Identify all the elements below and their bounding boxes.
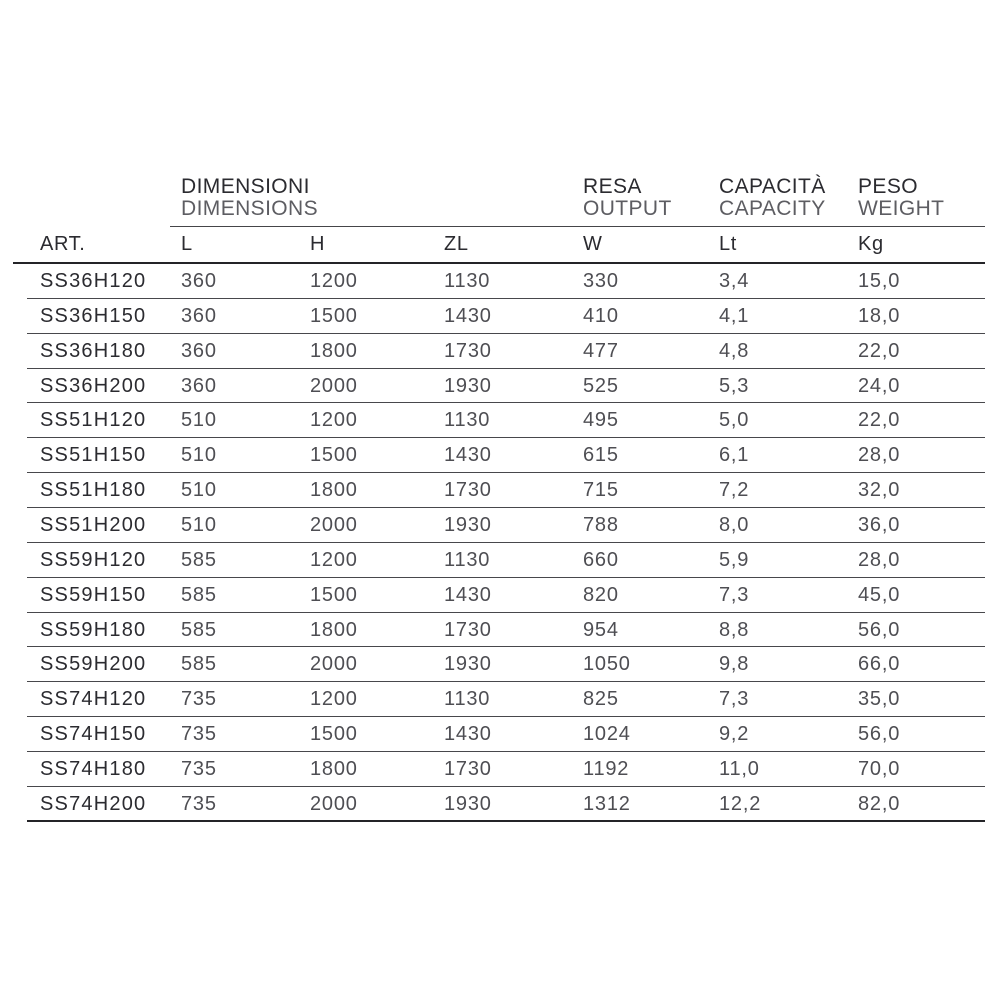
cell-h: 1500 <box>310 583 358 606</box>
cell-w: 1192 <box>583 757 630 780</box>
cell-kg: 22,0 <box>858 339 901 362</box>
cell-art: SS59H150 <box>40 583 147 606</box>
cell-lt: 7,2 <box>719 479 750 502</box>
cell-kg: 24,0 <box>858 374 901 397</box>
cell-h: 2000 <box>310 374 358 397</box>
cell-zl: 1430 <box>444 723 492 746</box>
cell-l: 510 <box>181 513 217 536</box>
table-row <box>13 717 985 752</box>
table-body <box>13 264 985 822</box>
cell-zl: 1730 <box>444 757 492 780</box>
cell-l: 510 <box>181 409 217 432</box>
cell-h: 2000 <box>310 653 358 676</box>
cell-art: SS51H180 <box>40 479 147 502</box>
cell-kg: 32,0 <box>858 479 901 502</box>
table-row <box>13 299 985 334</box>
group-title: DIMENSIONI <box>181 175 310 198</box>
cell-w: 954 <box>583 618 619 641</box>
group-subtitle: CAPACITY <box>719 197 826 220</box>
group-subtitle: WEIGHT <box>858 197 945 220</box>
cell-w: 1050 <box>583 653 631 676</box>
cell-zl: 1130 <box>444 409 491 432</box>
cell-art: SS74H200 <box>40 792 147 815</box>
cell-l: 585 <box>181 548 217 571</box>
cell-h: 2000 <box>310 513 358 536</box>
cell-w: 495 <box>583 409 619 432</box>
cell-w: 788 <box>583 513 619 536</box>
cell-kg: 36,0 <box>858 513 901 536</box>
cell-l: 735 <box>181 792 217 815</box>
group-header-capacity <box>719 176 858 220</box>
cell-lt: 3,4 <box>719 269 750 292</box>
cell-zl: 1930 <box>444 513 492 536</box>
cell-kg: 28,0 <box>858 548 901 571</box>
column-header-kg: Kg <box>858 233 884 255</box>
cell-art: SS36H180 <box>40 339 147 362</box>
cell-w: 820 <box>583 583 619 606</box>
cell-l: 360 <box>181 339 217 362</box>
table-row <box>13 578 985 613</box>
cell-art: SS36H150 <box>40 304 147 327</box>
table-row <box>13 369 985 404</box>
cell-zl: 1930 <box>444 653 492 676</box>
cell-art: SS51H200 <box>40 513 147 536</box>
cell-l: 585 <box>181 583 217 606</box>
table-row <box>13 473 985 508</box>
cell-kg: 66,0 <box>858 653 901 676</box>
cell-w: 1312 <box>583 792 631 815</box>
table-row <box>13 752 985 787</box>
cell-art: SS74H180 <box>40 757 147 780</box>
cell-l: 510 <box>181 444 217 467</box>
cell-l: 360 <box>181 374 217 397</box>
cell-lt: 4,8 <box>719 339 750 362</box>
column-header-lt: Lt <box>719 233 737 255</box>
cell-kg: 56,0 <box>858 723 901 746</box>
cell-w: 615 <box>583 444 619 467</box>
cell-kg: 70,0 <box>858 757 901 780</box>
cell-kg: 28,0 <box>858 444 901 467</box>
cell-art: SS59H200 <box>40 653 147 676</box>
cell-lt: 12,2 <box>719 792 762 815</box>
table-row <box>13 647 985 682</box>
cell-lt: 8,0 <box>719 513 750 536</box>
cell-w: 660 <box>583 548 619 571</box>
cell-zl: 1130 <box>444 688 491 711</box>
cell-l: 360 <box>181 304 217 327</box>
table-row <box>13 264 985 299</box>
group-header-weight <box>858 176 985 220</box>
cell-w: 477 <box>583 339 619 362</box>
cell-h: 1800 <box>310 479 358 502</box>
cell-art: SS51H150 <box>40 444 147 467</box>
table-row <box>13 787 985 822</box>
cell-h: 1500 <box>310 723 358 746</box>
cell-zl: 1730 <box>444 479 492 502</box>
cell-zl: 1930 <box>444 792 492 815</box>
cell-l: 585 <box>181 653 217 676</box>
cell-zl: 1430 <box>444 444 492 467</box>
group-title: PESO <box>858 175 918 198</box>
cell-zl: 1430 <box>444 304 492 327</box>
cell-h: 1200 <box>310 269 358 292</box>
cell-lt: 7,3 <box>719 688 750 711</box>
table-group-header <box>13 176 985 226</box>
cell-lt: 5,9 <box>719 548 750 571</box>
cell-w: 715 <box>583 479 619 502</box>
cell-h: 1800 <box>310 339 358 362</box>
cell-h: 1500 <box>310 444 358 467</box>
cell-l: 510 <box>181 479 217 502</box>
cell-kg: 15,0 <box>858 269 901 292</box>
cell-l: 360 <box>181 269 217 292</box>
column-header-h: H <box>310 233 326 255</box>
cell-lt: 7,3 <box>719 583 750 606</box>
cell-h: 1200 <box>310 409 358 432</box>
cell-kg: 22,0 <box>858 409 901 432</box>
table-column-header-row <box>13 227 985 262</box>
cell-kg: 35,0 <box>858 688 901 711</box>
table-row <box>13 613 985 648</box>
group-header-output <box>583 176 719 220</box>
cell-h: 1800 <box>310 757 358 780</box>
table-row <box>13 403 985 438</box>
group-subtitle: DIMENSIONS <box>181 197 319 220</box>
cell-zl: 1730 <box>444 618 492 641</box>
cell-lt: 5,3 <box>719 374 750 397</box>
cell-lt: 4,1 <box>719 304 750 327</box>
cell-art: SS36H200 <box>40 374 147 397</box>
cell-kg: 56,0 <box>858 618 901 641</box>
cell-zl: 1130 <box>444 548 491 571</box>
cell-zl: 1130 <box>444 269 491 292</box>
cell-kg: 45,0 <box>858 583 901 606</box>
cell-art: SS74H120 <box>40 688 147 711</box>
cell-h: 1800 <box>310 618 358 641</box>
cell-art: SS59H120 <box>40 548 147 571</box>
cell-zl: 1430 <box>444 583 492 606</box>
group-title: CAPACITÀ <box>719 175 826 198</box>
cell-l: 735 <box>181 757 217 780</box>
cell-l: 735 <box>181 723 217 746</box>
cell-w: 330 <box>583 269 619 292</box>
cell-lt: 8,8 <box>719 618 750 641</box>
column-header-art: ART. <box>40 233 86 255</box>
spec-table <box>13 176 985 822</box>
table-row <box>13 508 985 543</box>
cell-lt: 9,2 <box>719 723 750 746</box>
cell-l: 585 <box>181 618 217 641</box>
cell-h: 1200 <box>310 688 358 711</box>
cell-zl: 1930 <box>444 374 492 397</box>
cell-lt: 9,8 <box>719 653 750 676</box>
cell-w: 1024 <box>583 723 631 746</box>
table-row <box>13 438 985 473</box>
cell-zl: 1730 <box>444 339 492 362</box>
column-header-w: W <box>583 233 603 255</box>
table-row <box>13 334 985 369</box>
table-row <box>13 543 985 578</box>
cell-lt: 5,0 <box>719 409 750 432</box>
cell-art: SS59H180 <box>40 618 147 641</box>
cell-lt: 6,1 <box>719 444 750 467</box>
cell-h: 2000 <box>310 792 358 815</box>
cell-w: 825 <box>583 688 619 711</box>
cell-l: 735 <box>181 688 217 711</box>
group-title: RESA <box>583 175 642 198</box>
group-header-dimensions <box>181 176 583 220</box>
cell-h: 1200 <box>310 548 358 571</box>
cell-lt: 11,0 <box>719 757 760 780</box>
cell-w: 410 <box>583 304 619 327</box>
cell-kg: 18,0 <box>858 304 901 327</box>
column-header-zl: ZL <box>444 233 469 255</box>
cell-w: 525 <box>583 374 619 397</box>
cell-art: SS36H120 <box>40 269 147 292</box>
cell-h: 1500 <box>310 304 358 327</box>
cell-kg: 82,0 <box>858 792 901 815</box>
cell-art: SS74H150 <box>40 723 147 746</box>
cell-art: SS51H120 <box>40 409 147 432</box>
group-subtitle: OUTPUT <box>583 197 672 220</box>
column-header-l: L <box>181 233 193 255</box>
table-row <box>13 682 985 717</box>
